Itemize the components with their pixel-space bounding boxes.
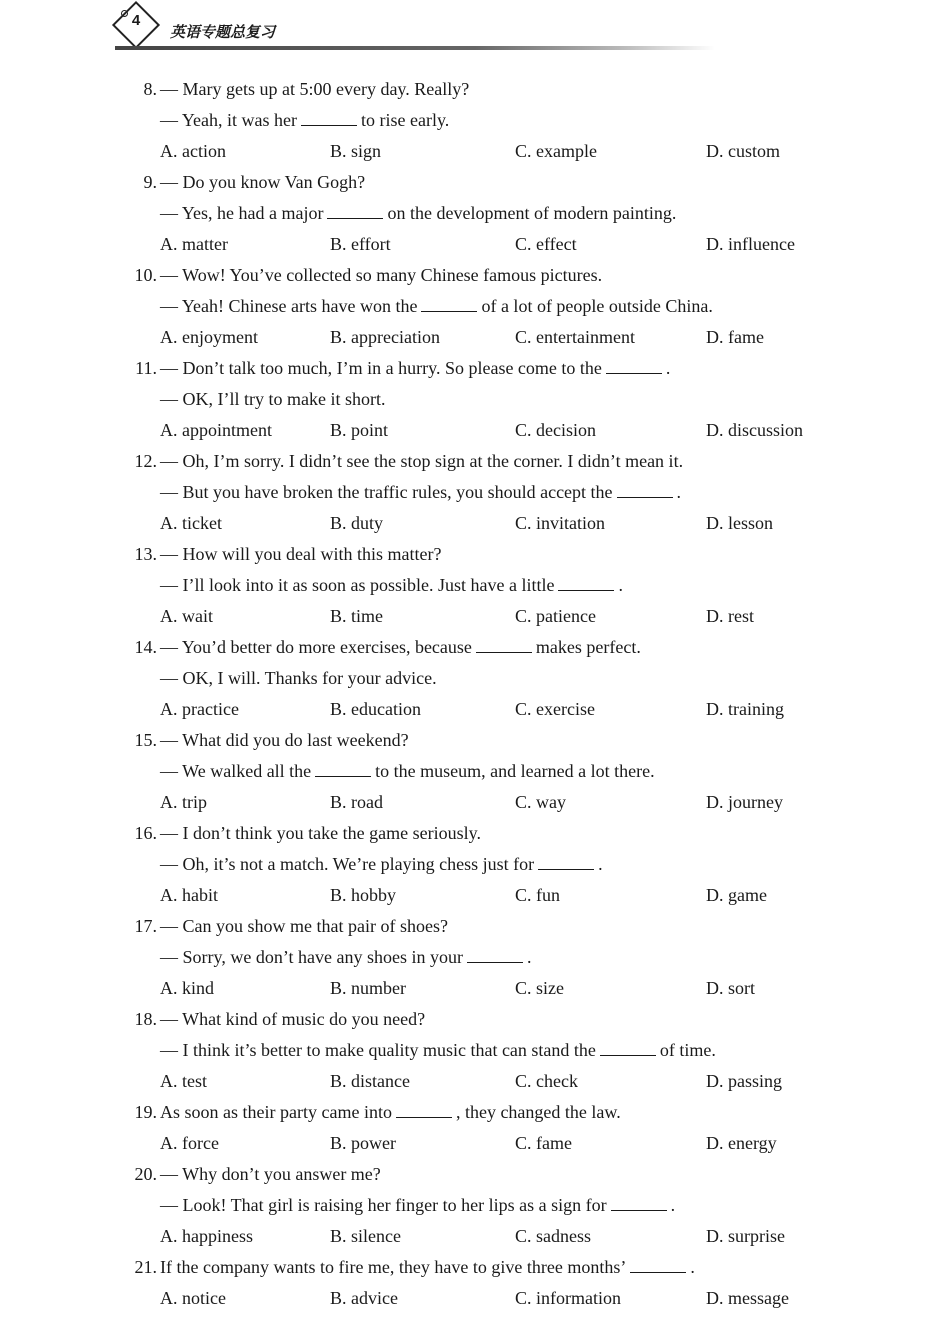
answer-option: C. decision <box>515 420 596 440</box>
answer-option: C. entertainment <box>515 327 635 347</box>
question-text: — But you have broken the traffic rules, you should accept the <box>160 482 613 502</box>
answer-blank <box>558 576 614 591</box>
answer-option: B. hobby <box>330 885 397 905</box>
answer-option: B. effort <box>330 234 391 254</box>
question-text: — Sorry, we don’t have any shoes in your <box>160 947 463 967</box>
question-number: 17. <box>134 916 157 936</box>
answer-option: D. journey <box>706 792 783 812</box>
answer-option: A. notice <box>160 1288 226 1308</box>
answer-blank <box>315 762 371 777</box>
answer-option: D. influence <box>706 234 795 254</box>
answer-option: C. fun <box>515 885 560 905</box>
question-text: — We walked all the <box>160 761 312 781</box>
answer-option: D. lesson <box>706 513 773 533</box>
answer-blank <box>538 855 594 870</box>
answer-option: C. sadness <box>515 1226 591 1246</box>
question-number: 13. <box>134 544 157 564</box>
answer-blank <box>396 1103 452 1118</box>
answer-option: D. training <box>706 699 784 719</box>
answer-option: C. patience <box>515 606 596 626</box>
answer-option: A. happiness <box>160 1226 253 1246</box>
question-text: — Oh, it’s not a match. We’re playing chess just for <box>160 854 535 874</box>
question-line <box>160 388 385 410</box>
question-number: 12. <box>134 451 157 471</box>
answer-option: B. appreciation <box>330 327 440 347</box>
question-line <box>160 295 713 317</box>
answer-blank <box>327 204 383 219</box>
question-text-after-blank: . <box>690 1257 695 1277</box>
question-text: — I think it’s better to make quality music that can stand the <box>160 1040 596 1060</box>
answer-option: D. energy <box>706 1133 777 1153</box>
question-text: — Don’t talk too much, I’m in a hurry. So please come to the <box>160 358 602 378</box>
question-line <box>131 822 481 844</box>
answer-option: C. example <box>515 141 597 161</box>
question-number: 21. <box>134 1257 157 1277</box>
question-text: — I don’t think you take the game seriously. <box>160 823 481 843</box>
question-text-after-blank: makes perfect. <box>535 637 641 657</box>
answer-blank <box>476 638 532 653</box>
answer-option: D. rest <box>706 606 754 626</box>
answer-option: D. sort <box>706 978 755 998</box>
answer-option: A. habit <box>160 885 218 905</box>
question-text: — Yes, he had a major <box>160 203 324 223</box>
question-text: — What kind of music do you need? <box>160 1009 426 1029</box>
question-text-after-blank: , they changed the law. <box>455 1102 621 1122</box>
question-text-after-blank: . <box>526 947 532 967</box>
question-number: 16. <box>134 823 157 843</box>
answer-option: A. practice <box>160 699 239 719</box>
answer-option: A. force <box>160 1133 219 1153</box>
question-text-after-blank: . <box>676 482 682 502</box>
answer-option: A. action <box>160 141 226 161</box>
answer-option: D. custom <box>706 141 780 161</box>
question-number: 20. <box>134 1164 157 1184</box>
answer-option: B. road <box>330 792 383 812</box>
answer-option: A. wait <box>160 606 213 626</box>
question-text-after-blank: . <box>598 854 603 874</box>
question-line <box>131 1101 621 1123</box>
answer-option: D. passing <box>706 1071 782 1091</box>
question-text: — Wow! You’ve collected so many Chinese famous pictures. <box>160 265 603 285</box>
answer-option: B. advice <box>330 1288 398 1308</box>
answer-option: B. point <box>330 420 389 440</box>
question-text-after-blank: . <box>618 575 623 595</box>
question-text: — OK, I will. Thanks for your advice. <box>160 668 437 688</box>
header-rule <box>115 46 715 50</box>
answer-option: C. check <box>515 1071 578 1091</box>
question-text-after-blank: on the development of modern painting. <box>387 203 677 223</box>
answer-blank <box>600 1041 656 1056</box>
question-text-after-blank: of time. <box>659 1040 716 1060</box>
question-text: — Yeah, it was her <box>160 110 297 130</box>
answer-option: B. distance <box>330 1071 410 1091</box>
answer-option: A. appointment <box>160 420 272 440</box>
question-line <box>160 1039 716 1061</box>
question-line <box>160 202 676 224</box>
question-text: — Why don’t you answer me? <box>160 1164 381 1184</box>
question-text-after-blank: . <box>665 358 671 378</box>
question-number: 19. <box>134 1102 157 1122</box>
question-line <box>160 853 603 875</box>
answer-option: D. game <box>706 885 767 905</box>
question-line <box>160 481 681 503</box>
question-line <box>131 357 670 379</box>
answer-option: D. discussion <box>706 420 804 440</box>
question-line <box>131 1163 381 1185</box>
question-number: 14. <box>134 637 157 657</box>
answer-option: A. ticket <box>160 513 222 533</box>
page-header <box>0 0 941 60</box>
header-title: 英语专题总复习 <box>170 23 276 41</box>
answer-blank <box>630 1258 686 1273</box>
answer-option: A. enjoyment <box>160 327 258 347</box>
answer-option: C. fame <box>515 1133 572 1153</box>
question-line <box>160 574 623 596</box>
question-text: — How will you deal with this matter? <box>160 544 442 564</box>
answer-option: B. sign <box>330 141 382 161</box>
answer-option: A. kind <box>160 978 214 998</box>
question-text: — Can you show me that pair of shoes? <box>160 916 448 936</box>
answer-option: B. silence <box>330 1226 401 1246</box>
question-text: — Mary gets up at 5:00 every day. Really? <box>160 79 470 99</box>
answer-option: B. number <box>330 978 406 998</box>
answer-option: C. information <box>515 1288 621 1308</box>
page-number: 4 <box>131 12 141 29</box>
answer-blank <box>421 297 477 312</box>
answer-option: B. education <box>330 699 421 719</box>
answer-option: C. invitation <box>515 513 605 533</box>
question-line <box>160 109 449 131</box>
question-line <box>131 78 469 100</box>
answer-option: C. way <box>515 792 566 812</box>
question-line <box>131 1256 695 1278</box>
question-line <box>160 1194 675 1216</box>
answer-option: D. surprise <box>706 1226 785 1246</box>
question-text: As soon as their party came into <box>160 1102 392 1122</box>
answer-blank <box>611 1196 667 1211</box>
answer-blank <box>606 359 662 374</box>
question-text: — Look! That girl is raising her finger to her lips as a sign for <box>160 1195 607 1215</box>
question-line <box>160 946 531 968</box>
question-line <box>131 636 641 658</box>
question-text: — I’ll look into it as soon as possible. Just have a little <box>160 575 555 595</box>
question-text-after-blank: of a lot of people outside China. <box>481 296 713 316</box>
question-number: 10. <box>134 265 157 285</box>
question-text-after-blank: to the museum, and learned a lot there. <box>375 761 655 781</box>
answer-option: D. message <box>706 1288 789 1308</box>
answer-blank <box>617 483 673 498</box>
question-line <box>131 171 365 193</box>
answer-option: A. matter <box>160 234 228 254</box>
question-number: 18. <box>134 1009 157 1029</box>
question-line <box>131 915 448 937</box>
question-text: — OK, I’ll try to make it short. <box>160 389 386 409</box>
answer-option: B. time <box>330 606 383 626</box>
question-text: If the company wants to fire me, they have to give three months’ <box>160 1257 627 1277</box>
question-line <box>131 264 602 286</box>
answer-blank <box>301 111 357 126</box>
question-number: 9. <box>143 172 157 192</box>
question-text-after-blank: to rise early. <box>361 110 450 130</box>
answer-option: B. power <box>330 1133 396 1153</box>
answer-blank <box>467 948 523 963</box>
question-number: 11. <box>135 358 157 378</box>
question-line <box>160 760 655 782</box>
question-line <box>131 1008 425 1030</box>
question-text: — You’d better do more exercises, because <box>160 637 472 657</box>
answer-option: C. effect <box>515 234 577 254</box>
question-text: — What did you do last weekend? <box>160 730 409 750</box>
answer-option: B. duty <box>330 513 384 533</box>
question-text-after-blank: . <box>670 1195 676 1215</box>
question-text: — Yeah! Chinese arts have won the <box>160 296 418 316</box>
question-line <box>131 450 683 472</box>
question-line <box>160 667 437 689</box>
answer-option: D. fame <box>706 327 764 347</box>
question-line <box>131 729 409 751</box>
question-number: 8. <box>143 79 157 99</box>
answer-option: A. trip <box>160 792 207 812</box>
answer-option: C. exercise <box>515 699 595 719</box>
answer-option: A. test <box>160 1071 207 1091</box>
question-line <box>131 543 441 565</box>
question-text: — Oh, I’m sorry. I didn’t see the stop sign at the corner. I didn’t mean it. <box>160 451 684 471</box>
question-number: 15. <box>134 730 157 750</box>
answer-option: C. size <box>515 978 564 998</box>
question-text: — Do you know Van Gogh? <box>160 172 366 192</box>
